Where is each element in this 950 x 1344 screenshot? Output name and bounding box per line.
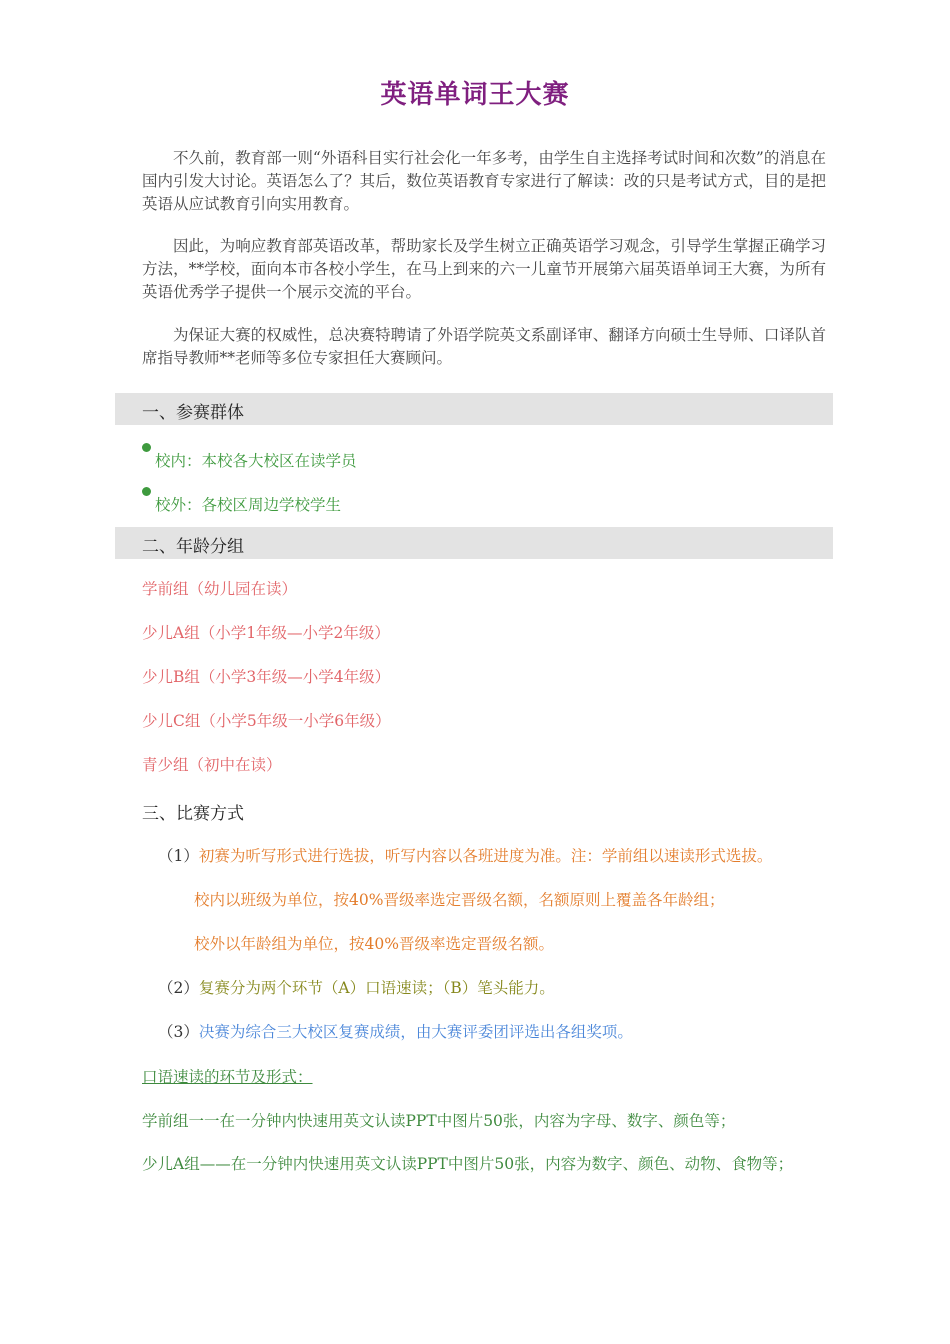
section-heading: 二、年龄分组: [142, 537, 244, 557]
round-number: （3）: [158, 1023, 199, 1041]
section-heading-bar-participants: [115, 393, 833, 425]
intro-paragraph-2: 因此，为响应教育部英语改革，帮助家长及学生树立正确英语学习观念，引导学生掌握正确学习方法，**学校，面向本市各校小学生，在马上到来的六一儿童节开展第六届英语单词王大赛，为所有英语优秀学子提供一个展示交流的平台。: [142, 237, 826, 301]
section-heading: 一、参赛群体: [142, 403, 244, 423]
round-3: [158, 1020, 633, 1042]
intro-paragraph-3: 为保证大赛的权威性，总决赛特聘请了外语学院英文系副译审、翻译方向硕士生导师、口译队首席指导教师**老师等多位专家担任大赛顾问。: [142, 326, 826, 367]
round-description: 复赛分为两个环节（A）口语速读；（B）笔头能力。: [198, 979, 555, 997]
round-1: [158, 844, 772, 866]
list-item: [142, 449, 357, 471]
age-group-item: 少儿B组（小学3年级—小学4年级）: [142, 668, 391, 686]
round-1-detail: 校内以班级为单位，按40%晋级率选定晋级名额，名额原则上覆盖各年龄组；: [194, 891, 725, 909]
section-heading: 三、比赛方式: [142, 804, 244, 824]
age-group-item: 少儿A组（小学1年级—小学2年级）: [142, 624, 390, 642]
round-number: （1）: [158, 847, 199, 865]
oral-format-line: 少儿A组——在一分钟内快速用英文认读PPT中图片50张，内容为数字、颜色、动物、食物等；: [142, 1155, 794, 1173]
round-1-detail: 校外以年龄组为单位，按40%晋级率选定晋级名额。: [194, 935, 554, 953]
oral-section-heading: 口语速读的环节及形式：: [142, 1068, 313, 1086]
section-heading-bar-age-groups: [115, 527, 833, 559]
age-group-item: 学前组（幼儿园在读）: [142, 580, 298, 598]
round-2: [158, 976, 555, 998]
oral-format-line: 学前组一一在一分钟内快速用英文认读PPT中图片50张，内容为字母、数字、颜色等；: [142, 1112, 736, 1130]
round-description: 初赛为听写形式进行选拔，听写内容以各班进度为准。注：学前组以速读形式选拔。: [198, 847, 773, 865]
age-group-item: 青少组（初中在读）: [142, 756, 282, 774]
list-item-label: 校外：各校区周边学校学生: [155, 496, 342, 514]
list-item-label: 校内：本校各大校区在读学员: [155, 452, 357, 470]
round-number: （2）: [158, 979, 199, 997]
round-description: 决赛为综合三大校区复赛成绩，由大赛评委团评选出各组奖项。: [198, 1023, 633, 1041]
bullet-dot-icon: [142, 443, 151, 452]
age-group-item: 少儿C组（小学5年级一小学6年级）: [142, 712, 391, 730]
page-title: 英语单词王大赛: [380, 80, 570, 110]
bullet-dot-icon: [142, 487, 151, 496]
intro-paragraph-1: 不久前，教育部一则“外语科目实行社会化一年多考，由学生自主选择考试时间和次数”的消息在国内引发大讨论。英语怎么了？其后，数位英语教育专家进行了解读：改的只是考试方式，目的是把英语从应试教育引向实用教育。: [142, 149, 826, 213]
list-item: [142, 493, 341, 515]
